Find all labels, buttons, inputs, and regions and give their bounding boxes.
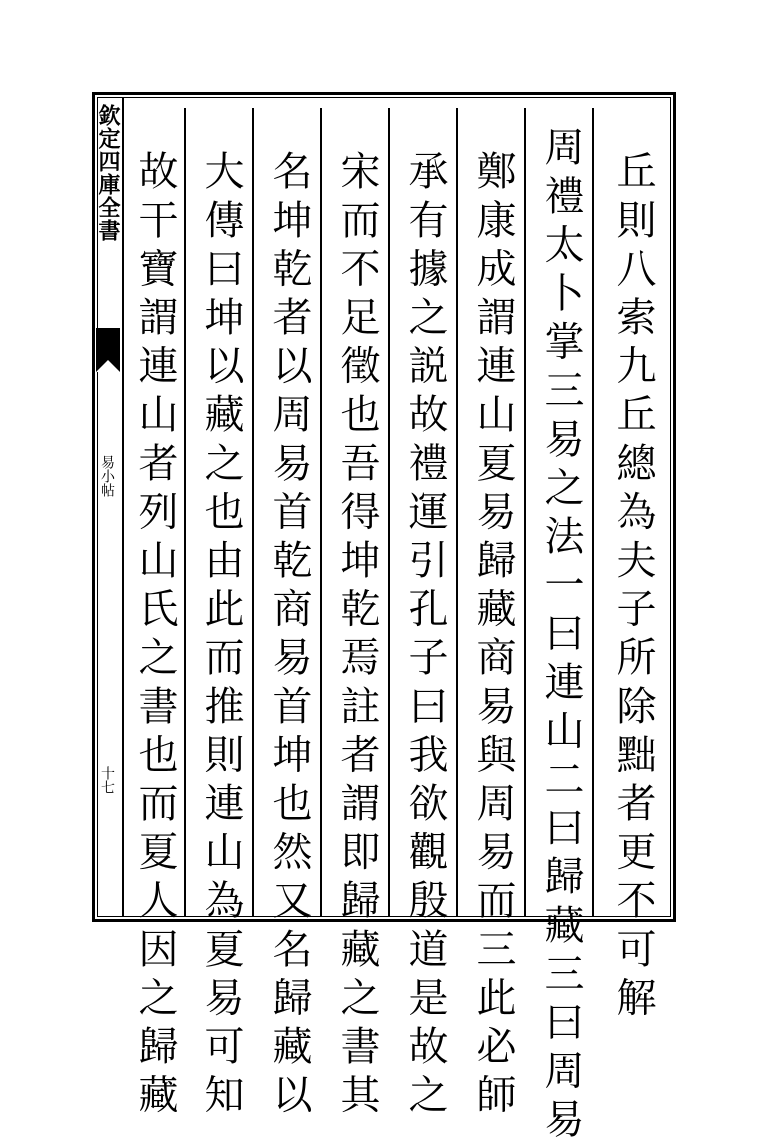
fishtail-mark <box>96 328 120 372</box>
text-column: 鄭康成謂連山夏易歸藏商易與周易而三此必師 <box>470 150 516 1122</box>
column-rule <box>524 108 526 916</box>
column-rule <box>592 108 594 916</box>
column-rule <box>456 108 458 916</box>
text-column: 故干寶謂連山者列山氏之書也而夏人因之歸藏 <box>132 150 178 1122</box>
text-column: 承有據之説故禮運引孔子曰我欲觀殷道是故之 <box>402 150 448 1122</box>
text-column: 周禮太卜掌三易之法一曰連山二曰歸藏三曰周易 <box>538 126 584 1147</box>
column-rule <box>252 108 254 916</box>
book-title: 欽定四庫全書 <box>95 104 121 242</box>
text-column: 名坤乾者以周易首乾商易首坤也然又名歸藏以 <box>266 150 312 1122</box>
section-title: 易小帖 <box>99 455 115 497</box>
gutter-divider <box>122 98 124 916</box>
text-column: 大傳曰坤以藏之也由此而推則連山為夏易可知 <box>198 150 244 1122</box>
text-column: 宋而不足徵也吾得坤乾焉註者謂即歸藏之書其 <box>334 150 380 1122</box>
text-column: 丘則八索九丘總為夫子所除黜者更不可解 <box>610 150 656 1025</box>
column-rule <box>388 108 390 916</box>
page-number: 十七 <box>99 766 115 794</box>
column-rule <box>320 108 322 916</box>
